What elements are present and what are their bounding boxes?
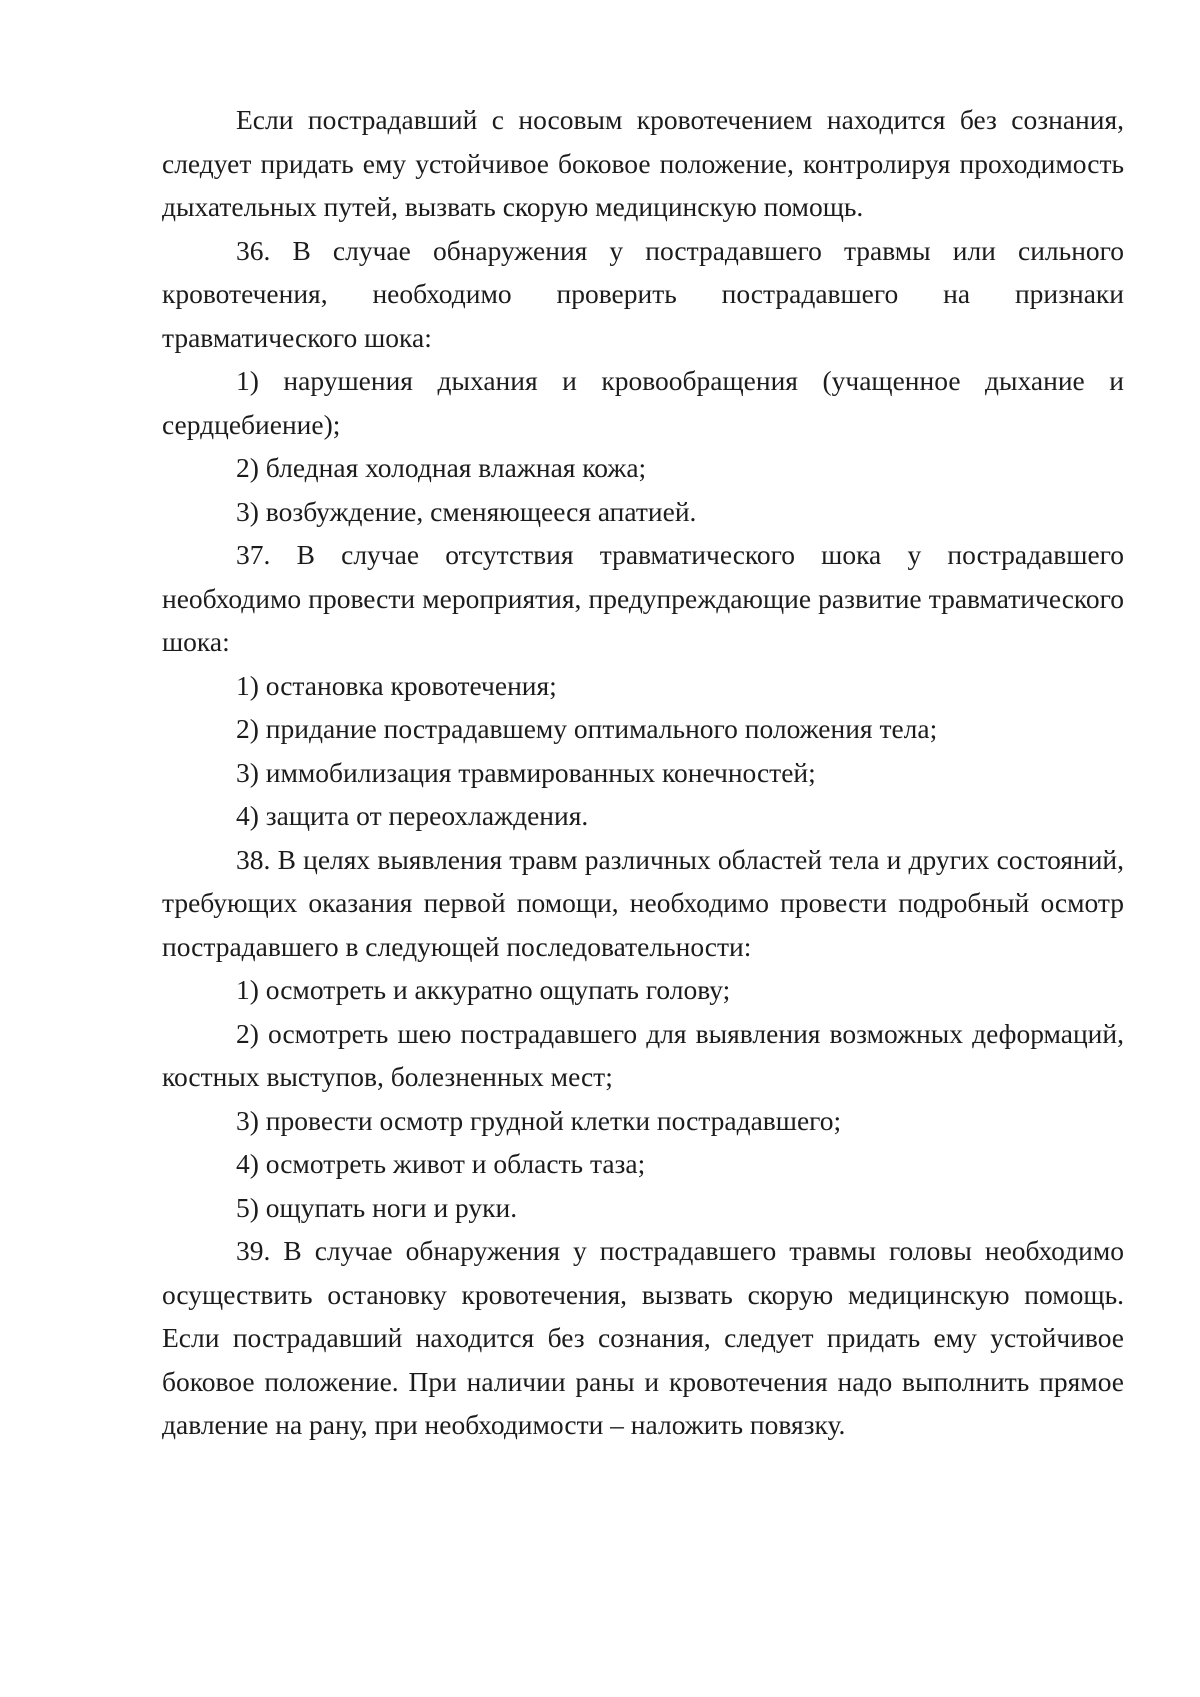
- list-item: 3) провести осмотр грудной клетки пострадавшего;: [236, 1104, 842, 1136]
- document-page: [162, 98, 1124, 1447]
- list-item: 1) нарушения дыхания и кровообращения (учащенное дыхание и сердцебиение);: [162, 365, 1124, 440]
- list-item: 4) осмотреть живот и область таза;: [236, 1148, 646, 1179]
- list-item: 2) осмотреть шею пострадавшего для выявления возможных деформаций, костных выступов, болезненных мест;: [162, 1017, 1124, 1092]
- list-item: 1) осмотреть и аккуратно ощупать голову;: [236, 974, 731, 1005]
- paragraph-38: 38. В целях выявления травм различных областей тела и других состояний, требующих оказания первой помощи, необходимо провести подробный осмотр пострадавшего в следующей последовательности:: [162, 843, 1124, 962]
- paragraph-39: 39. В случае обнаружения у пострадавшего травмы головы необходимо осуществить остановку кровотечения, вызвать скорую медицинскую помощь. Если пострадавший находится без сознания, следует придать ему устойчивое боковое положение. При наличии раны и кровотечения надо выполнить прямое давление на рану, при необходимости – наложить повязку.: [162, 1235, 1124, 1440]
- list-item: 3) иммобилизация травмированных конечностей;: [236, 756, 816, 788]
- list-item: 2) придание пострадавшему оптимального положения тела;: [236, 713, 938, 744]
- list-item: 4) защита от переохлаждения.: [236, 800, 589, 831]
- paragraph-35-continuation: Если пострадавший с носовым кровотечением находится без сознания, следует придать ему устойчивое боковое положение, контролируя проходимость дыхательных путей, вызвать скорую медицинскую помощь.: [162, 104, 1124, 222]
- paragraph-37: 37. В случае отсутствия травматического шока у пострадавшего необходимо провести мероприятия, предупреждающие развитие травматического шока:: [162, 539, 1124, 657]
- list-item: 5) ощупать ноги и руки.: [236, 1191, 518, 1223]
- paragraph-36: 36. В случае обнаружения у пострадавшего травмы или сильного кровотечения, необходимо проверить пострадавшего на признаки травматического шока:: [162, 234, 1124, 353]
- list-item: 3) возбуждение, сменяющееся апатией.: [236, 495, 697, 527]
- list-item: 1) остановка кровотечения;: [236, 669, 557, 701]
- list-item: 2) бледная холодная влажная кожа;: [236, 452, 647, 483]
